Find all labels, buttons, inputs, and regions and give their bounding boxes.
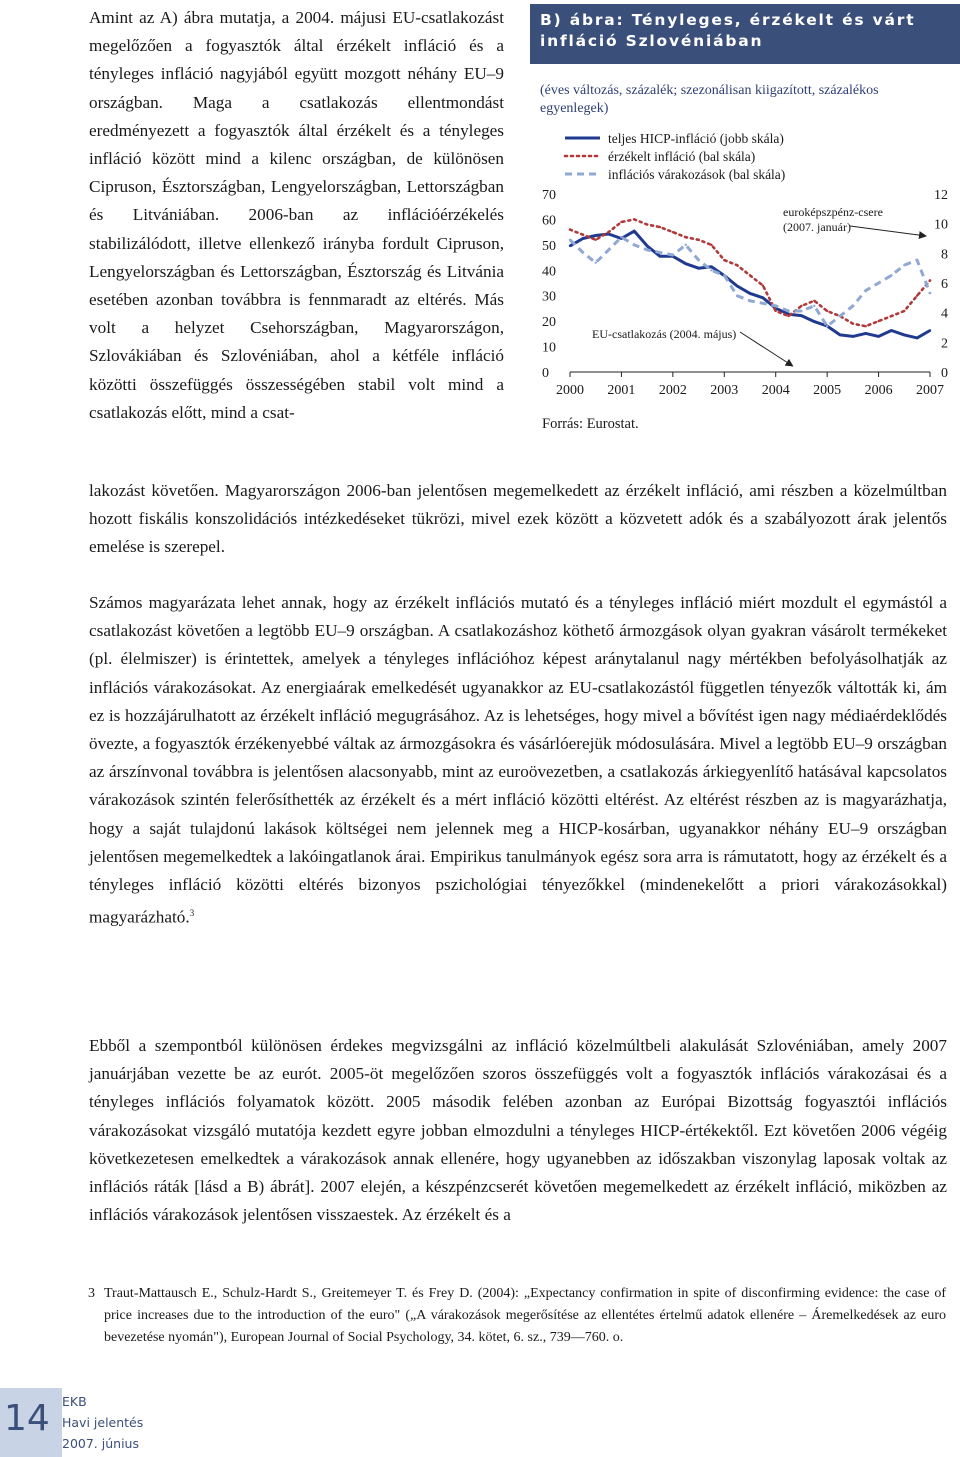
side-paragraph: Amint az A) ábra mutatja, a 2004. májusi EU-csatlakozást megelőzően a fogyasztók által érzékelt infláció és a tényleges infláció nagyjából együtt mozgott néhány EU–9 országban. Maga a csatlakozás ellentmondást eredményezett a fogyasztók által érzékelt és a tényleges infláció között mind a kilenc országban, de különösen Cipruson, Észtországban, Lengyelországban, Lettországban és Litvániában. 2006-ban az inflációérzékelés stabilizálódott, illetve ellenkező irányba fordult Cipruson, Lengyelországban és Lettországban, Észtország és Litvánia esetében azonban továbbra is fennmaradt az eltérés. Más volt a helyzet Csehországban, Magyarországon, Szlovákiában és Szlovéniában, ahol a kétféle infláció közötti összefüggés összességében stabil volt mind a csatlakozás előtt, mind a csat-	[89, 8, 504, 422]
footnote-ref[interactable]: 3	[189, 908, 195, 919]
annotation-euro-changeover: euroképszpénz-csere	[783, 205, 883, 219]
series-3-point	[736, 295, 738, 297]
series-3-point	[633, 244, 635, 246]
footnote-number: 3	[88, 1286, 95, 1301]
x-tick-label: 2004	[761, 383, 790, 398]
footnote	[88, 1283, 946, 1349]
series-2-point	[865, 325, 867, 327]
y-left-tick-label: 20	[542, 315, 556, 331]
series-1-point	[839, 334, 841, 336]
x-tick-label: 2006	[864, 383, 893, 398]
series-2-point	[813, 300, 815, 302]
series-2-point	[916, 295, 918, 297]
x-tick-label: 2001	[607, 383, 636, 398]
series-1-point	[710, 265, 712, 267]
series-1-point	[697, 267, 699, 269]
series-2-point	[646, 223, 648, 225]
y-right-tick-label: 0	[941, 366, 948, 381]
y-left-tick-label: 70	[542, 188, 556, 203]
series-2-point	[620, 221, 622, 223]
footer-date: 2007. június	[62, 1436, 139, 1451]
x-tick-label: 2003	[710, 383, 739, 398]
y-left-tick-label: 0	[542, 366, 549, 381]
series-3-point	[607, 249, 609, 251]
series-2-point	[710, 244, 712, 246]
y-right-tick-label: 8	[941, 247, 948, 263]
series-3-point	[865, 289, 867, 291]
paragraph-2	[89, 589, 947, 932]
series-2-point	[890, 315, 892, 317]
series-3-point	[903, 264, 905, 266]
series-3-point	[877, 282, 879, 284]
legend-label: inflációs várakozások (bal skála)	[608, 167, 786, 182]
series-2-point	[826, 310, 828, 312]
series-2-point	[762, 284, 764, 286]
x-tick-label: 2005	[813, 383, 842, 398]
y-right-tick-label: 2	[941, 336, 948, 352]
y-left-tick-label: 10	[542, 340, 556, 356]
series-2-point	[659, 226, 661, 228]
annotation-euro-changeover-date: (2007. január)	[783, 220, 851, 234]
series-3-point	[749, 300, 751, 302]
x-tick-label: 2007	[916, 383, 944, 398]
series-3-point	[929, 292, 931, 294]
series-3-point	[595, 261, 597, 263]
series-3-point	[852, 305, 854, 307]
series-1-point	[659, 255, 661, 257]
series-line-3	[570, 237, 930, 326]
series-2-point	[775, 310, 777, 312]
series-2-point	[736, 264, 738, 266]
series-1-point	[813, 320, 815, 322]
series-3-point	[800, 310, 802, 312]
series-2-point	[787, 315, 789, 317]
series-3-point	[620, 236, 622, 238]
series-1-point	[929, 329, 931, 331]
series-1-point	[903, 334, 905, 336]
series-2-point	[723, 259, 725, 261]
series-2-point	[595, 239, 597, 241]
series-3-point	[569, 239, 571, 241]
legend-label: teljes HICP-infláció (jobb skála)	[608, 131, 784, 146]
series-3-point	[762, 302, 764, 304]
series-2-point	[800, 305, 802, 307]
series-1-point	[633, 230, 635, 232]
series-3-point	[775, 305, 777, 307]
series-1-point	[569, 245, 571, 247]
series-1-point	[595, 234, 597, 236]
series-3-point	[697, 259, 699, 261]
paragraph-1-continuation: lakozást követően. Magyarországon 2006-ban jelentősen megemelkedett az érzékelt infláció, ami részben a közelmúltban hozott fiskális konszolidációs intézkedéseket tükrözi, mivel ezek között a közvetett adók és a szabályozott árak jelentős emelése is szerepel.	[89, 481, 947, 557]
series-3-point	[723, 274, 725, 276]
annotation-euro-arrow	[850, 226, 926, 236]
series-2-point	[672, 231, 674, 233]
y-left-tick-label: 30	[542, 289, 556, 305]
series-3-point	[672, 254, 674, 256]
series-1-point	[916, 337, 918, 339]
legend-label: érzékelt infláció (bal skála)	[608, 149, 756, 164]
series-2-point	[685, 236, 687, 238]
series-3-point	[813, 305, 815, 307]
series-2-point	[607, 231, 609, 233]
series-1-point	[877, 335, 879, 337]
x-tick-label: 2000	[556, 383, 584, 398]
series-2-point	[697, 239, 699, 241]
series-1-point	[890, 329, 892, 331]
series-1-point	[736, 285, 738, 287]
paragraph-3: Ebből a szempontból különösen érdekes megvizsgálni az infláció közelmúltbeli alakulását Szlovéniában, amely 2007 januárjában vezette be az eurót. 2005-öt megelőzően szoros összefüggés volt a fogyasztók inflációs várakozásai és a tényleges inflációs folyamatok között. 2005 második felében azonban az Európai Bizottság fogyasztói inflációs várakozásokat vizsgáló mutatója kezdett egyre jobban elmozdulni a tényleges HICP-értékektől. Ezt követően 2006 végéig következetesen emelkedtek a várakozások annak ellenére, hogy ugyanebben az időszakban viszonylag laposak voltak az inflációs ráták [lásd a B) ábrát]. 2007 elején, a készpénzcserét követően megemelkedett az érzékelt infláció, miközben az inflációs várakozások jelentősen visszaestek. Az érzékelt és a	[89, 1036, 947, 1225]
publication-footer	[62, 1391, 143, 1454]
series-2-point	[929, 279, 931, 281]
series-1-point	[685, 263, 687, 265]
chart-subtitle: (éves változás, százalék; szezonálisan kiigazított, százalékos egyenlegek)	[540, 83, 879, 116]
series-2-point	[877, 320, 879, 322]
series-3-point	[685, 244, 687, 246]
chart-source: Forrás: Eurostat.	[542, 416, 639, 432]
y-left-tick-label: 40	[542, 264, 556, 280]
series-3-point	[659, 251, 661, 253]
y-right-tick-label: 6	[941, 277, 948, 292]
paragraph-2-text: Számos magyarázata lehet annak, hogy az érzékelt inflációs mutató és a tényleges infláció miért mozdult el egymástól a csatlakozást követően a legtöbb EU–9 országban. A csatlakozáshoz köthető ármozgások olyan gyakran vásárolt termékeket (pl. élelmiszer) is érintettek, amelyek a tényleges inflációhoz képest aránytalanul nagy mértékben befolyásolhatják az inflációs várakozásokat. Az energiaárak emelkedését ugyanakkor az EU-csatlakozástól független tényezők váltották ki, ám ez is hozzájárulhatott az érzékelt infláció megugrásához. Az is lehetséges, hogy mivel a bővítést igen nagy médiaérdeklődés övezte, a fogyasztók érzékenyebbé váltak az ármozgásokra és vásárlóerejük módosulására. Mivel a legtöbb EU–9 országban az árszínvonal továbbra is jelentősen alacsonyabb, mint az euroövezetben, a csatlakozás árkiegyenlítő hatásával kapcsolatos várakozások szintén felerősíthették az érzékelt és a mért infláció közötti eltérést. Az eltérést részben az is magyarázhatja, hogy a saját tulajdonú lakások költségei nem jelennek meg a HICP-kosárban, ugyanakkor néhány EU–9 országban jelentősen megemelkedtek a lakóingatlanok árai. Empirikus tanulmányok egész sora arra is rámutatott, hogy az érzékelt és a tényleges infláció közötti eltérés bizonyos pszichológiai tényezőkkel (mindenekelőtt a priori várakozásokkal) magyarázható.	[89, 593, 947, 927]
series-3-point	[916, 259, 918, 261]
series-1-point	[762, 297, 764, 299]
series-3-point	[890, 274, 892, 276]
annotation-eu-accession: EU-csatlakozás (2004. május)	[592, 327, 737, 341]
page-number: 14	[4, 1398, 50, 1439]
series-1-point	[852, 335, 854, 337]
chart-svg	[530, 132, 960, 402]
series-2-point	[633, 218, 635, 220]
series-1-point	[749, 292, 751, 294]
y-right-tick-label: 12	[934, 188, 948, 203]
series-3-point	[826, 325, 828, 327]
chart-panel	[530, 4, 960, 444]
y-left-tick-label: 50	[542, 238, 556, 254]
footnote-text: Traut-Mattausch E., Schulz-Hardt S., Greitemeyer T. és Frey D. (2004): „Expectancy confirmation in spite of disconfirming evidence: the case of price increases due to the introduction of the euro" („A várakozások megerősítése az ellentétes értelmű adatok ellenére – Áremelkedések az euro bevezetése nyomán"), European Journal of Social Psychology, 34. kötet, 6. sz., 739—760. o.	[104, 1286, 946, 1345]
series-1-point	[800, 314, 802, 316]
y-left-tick-label: 60	[542, 213, 556, 229]
annotation-eu-arrow	[740, 332, 793, 366]
y-right-tick-label: 10	[934, 217, 948, 233]
x-tick-label: 2002	[658, 383, 687, 398]
series-1-point	[582, 237, 584, 239]
series-2-point	[569, 228, 571, 230]
footer-publication: Havi jelentés	[62, 1415, 144, 1430]
series-3-point	[839, 315, 841, 317]
series-1-point	[646, 245, 648, 247]
series-1-point	[865, 332, 867, 334]
series-2-point	[903, 310, 905, 312]
footer-publisher: EKB	[62, 1394, 87, 1409]
series-2-point	[582, 233, 584, 235]
series-2-point	[852, 322, 854, 324]
series-3-point	[787, 310, 789, 312]
series-3-point	[582, 251, 584, 253]
chart-title: B) ábra: Tényleges, érzékelt és várt infláció Szlovéniában	[530, 4, 960, 64]
series-3-point	[646, 249, 648, 251]
series-2-point	[749, 274, 751, 276]
series-3-point	[710, 269, 712, 271]
y-right-tick-label: 4	[941, 306, 948, 322]
